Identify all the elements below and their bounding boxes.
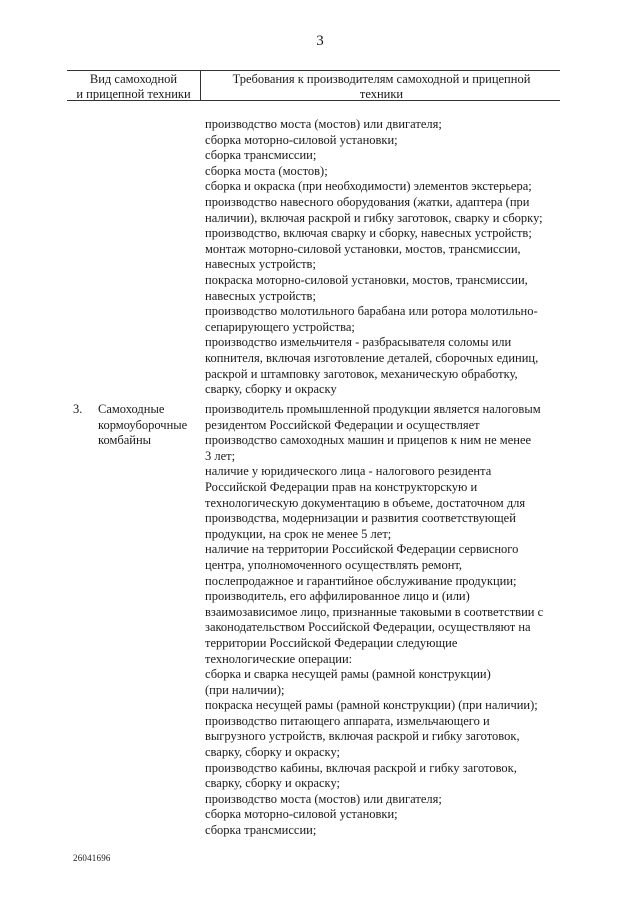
header-col-requirements: Требования к производителям самоходной и прицепной техники <box>232 72 531 101</box>
page-number: 3 <box>316 33 324 49</box>
header-column-divider <box>200 70 201 100</box>
continued-requirements-text: производство моста (мостов) или двигателя; сборка моторно-силовой установки; сборка трансмиссии; сборка моста (мостов); сборка и окраска (при необходимости) элементов экстерьера; производство навесного оборудования (жатки, адаптера (при наличии), включая раскрой и гибку заготовок, сварку и сборку; производство, включая сварку и сборку, навесных устройств; монтаж моторно-силовой установки, мостов, трансмиссии, навесных устройств; покраска моторно-силовой установки, мостов, трансмиссии, навесных устройств; производство молотильного барабана или ротора молотильно- сепарирующего устройства; производство измельчителя - разбрасывателя соломы или копнителя, включая изготовление деталей, сборочных единиц, раскрой и штамповку заготовок, механическую обработку, сварку, сборку и окраску <box>205 117 543 397</box>
table-top-rule <box>67 70 560 71</box>
row-requirements-text: производитель промышленной продукции является налоговым резидентом Российской Федерации и осуществляет производство самоходных машин и прицепов к ним не менее 3 лет; наличие у юридического лица - налогового резидента Российской Федерации прав на конструкторскую и технологическую документацию в объеме, достаточном для производства, модернизации и развития соответствующей продукции, на срок не менее 5 лет; наличие на территории Российской Федерации сервисного центра, уполномоченного осуществлять ремонт, послепродажное и гарантийное обслуживание продукции; производитель, его аффилированное лицо и (или) взаимозависимое лицо, признанные таковыми в соответствии с законодательством Российской Федерации, осуществляют на территории Российской Федерации следующие технологические операции: сборка и сварка несущей рамы (рамной конструкции) (при наличии); покраска несущей рамы (рамной конструкции) (при наличии); производство питающего аппарата, измельчающего и выгрузного устройств, включая раскрой и гибку заготовок, сварку, сборку и окраску; производство кабины, включая раскрой и гибку заготовок, сварку, сборку и окраску; производство моста (мостов) или двигателя; сборка моторно-силовой установки; сборка трансмиссии; <box>205 402 544 838</box>
header-col-equipment-type: Вид самоходной и прицепной техники <box>76 72 191 101</box>
document-id: 26041696 <box>73 853 111 863</box>
row-equipment-name: Самоходные кормоуборочные комбайны <box>98 402 188 448</box>
table-header-bottom-rule <box>67 100 560 101</box>
row-number: 3. <box>73 402 83 416</box>
